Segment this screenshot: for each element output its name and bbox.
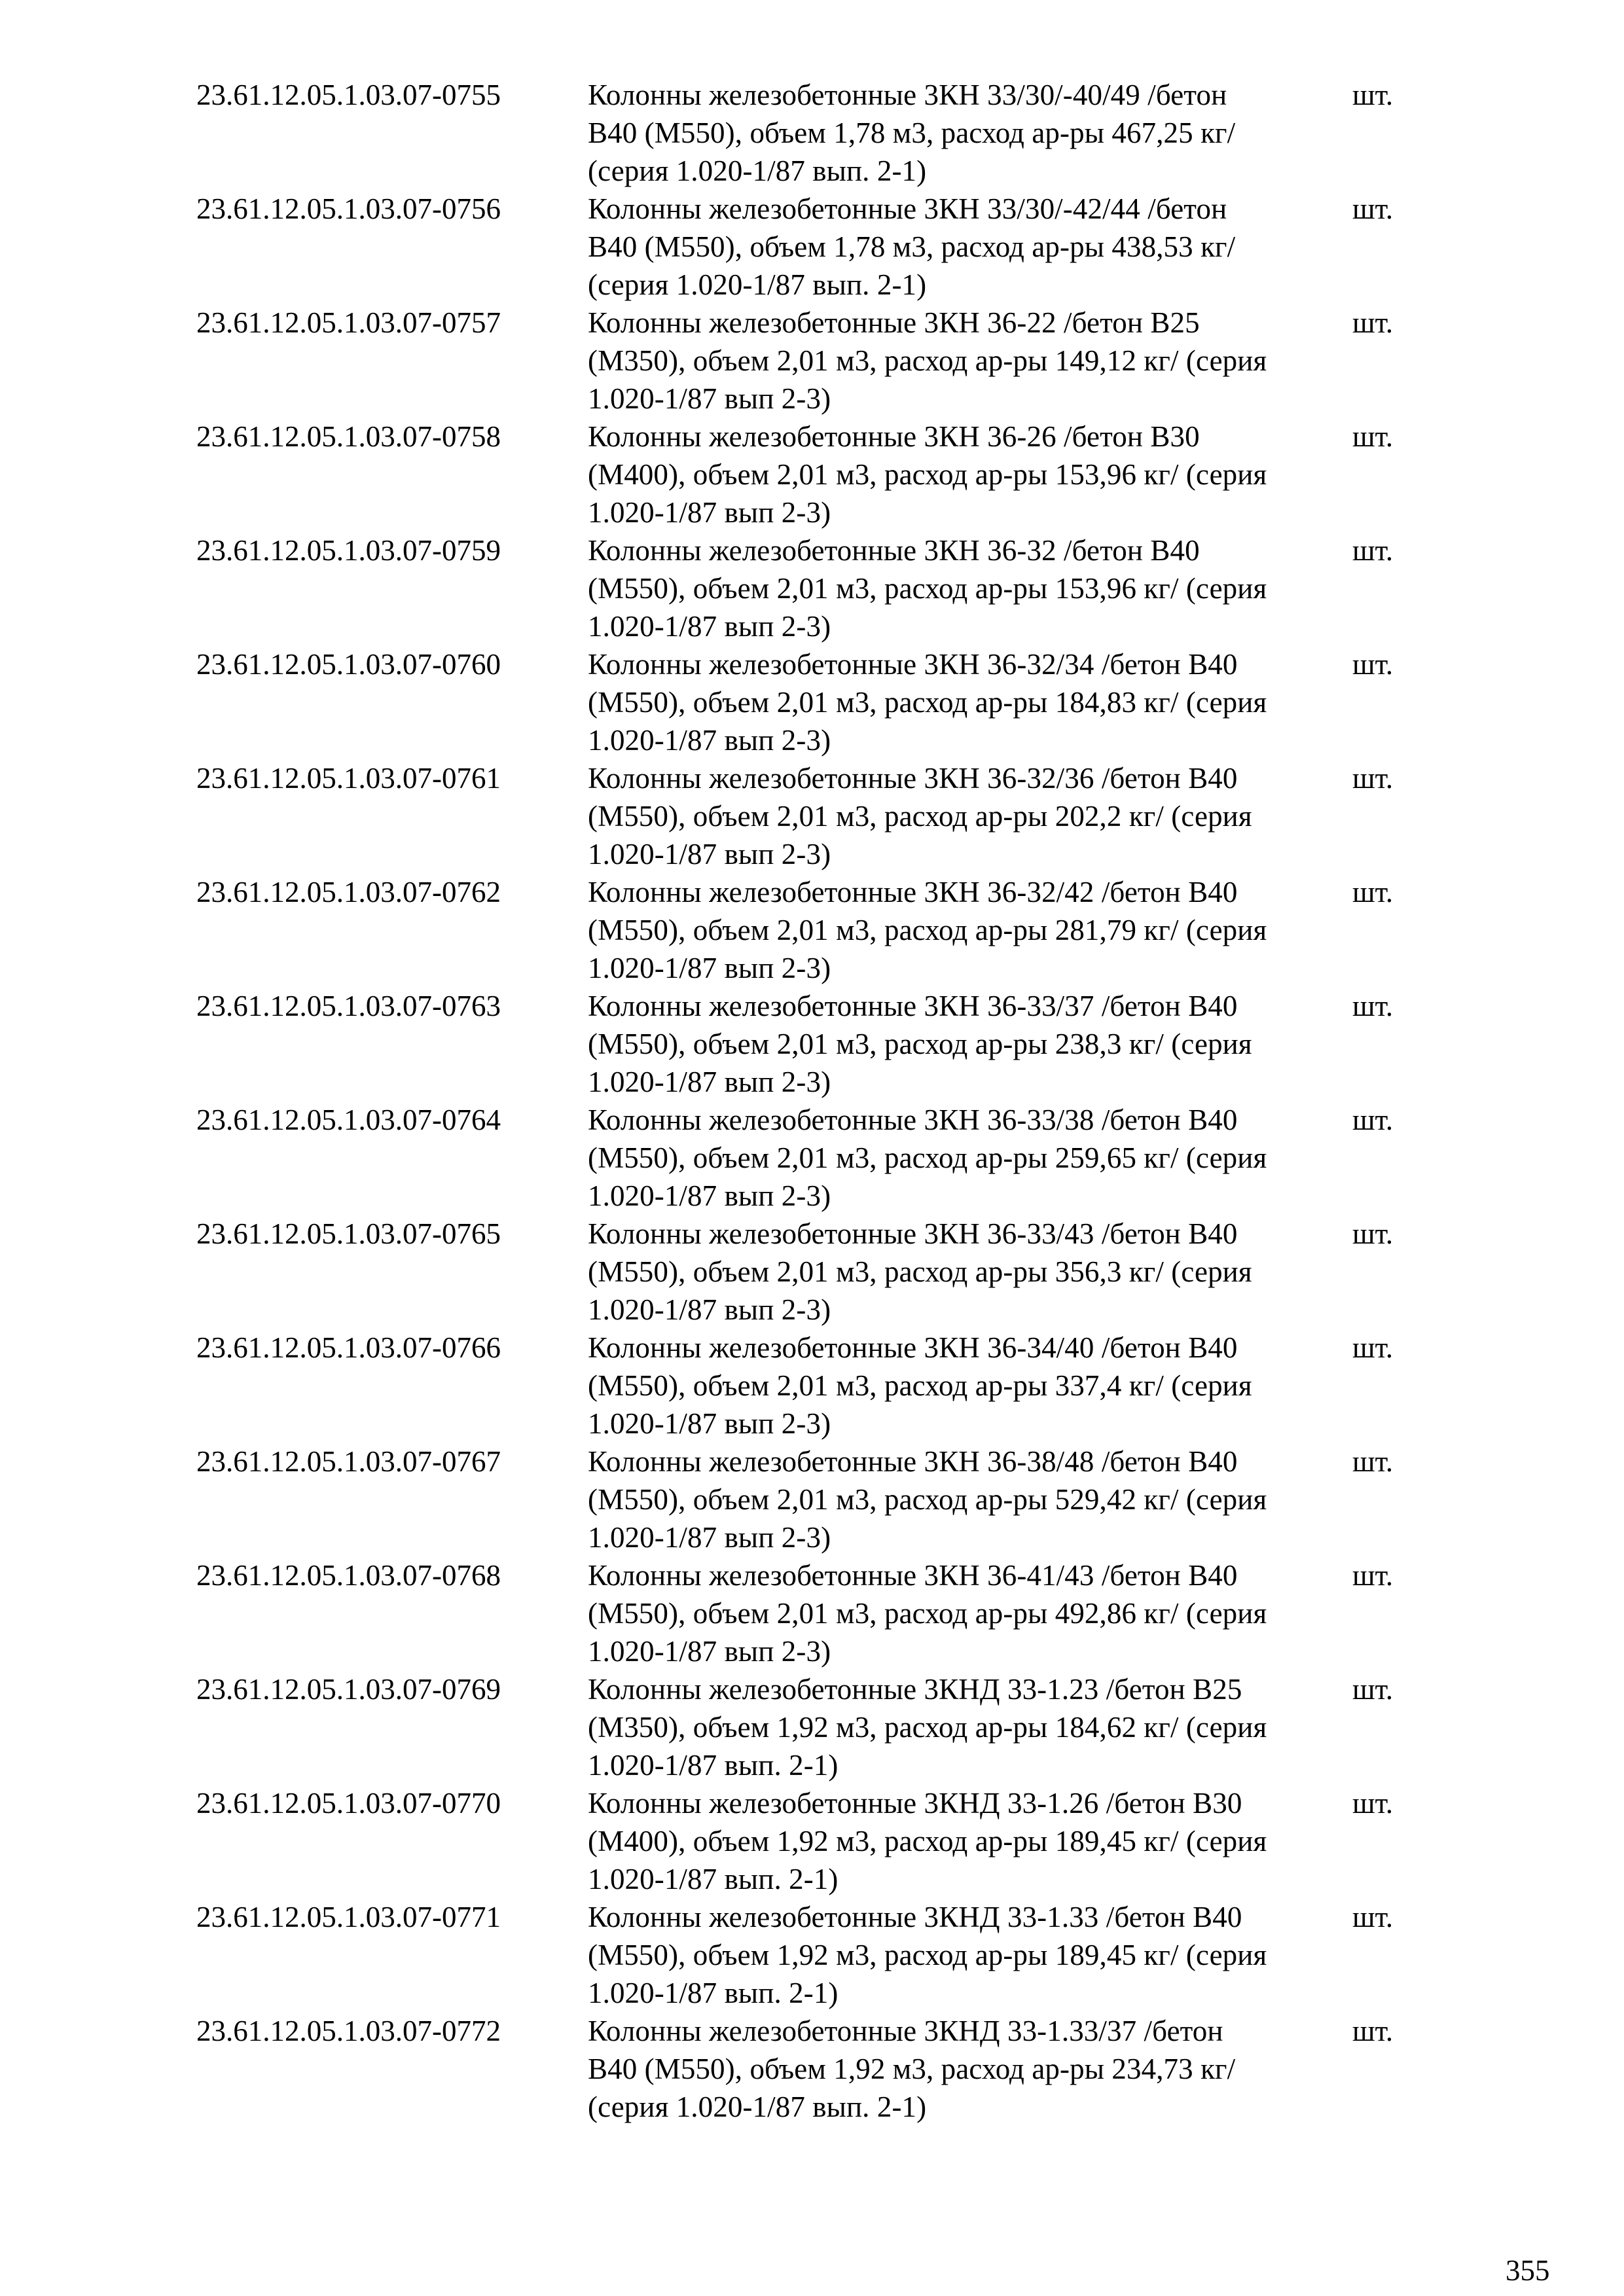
list-item xyxy=(196,1329,1440,1443)
item-description: Колонны железобетонные 3КНД 33-1.33 /бетон В40 (М550), объем 1,92 м3, расход ар-ры 189,45 кг/ (серия 1.020-1/87 вып. 2-1) xyxy=(588,1901,1267,2009)
item-description: Колонны железобетонные 3КН 36-32 /бетон В40 (М550), объем 2,01 м3, расход ар-ры 153,96 кг/ (серия 1.020-1/87 вып 2-3) xyxy=(588,534,1267,643)
item-description: Колонны железобетонные 3КН 36-22 /бетон В25 (М350), объем 2,01 м3, расход ар-ры 149,12 кг/ (серия 1.020-1/87 вып 2-3) xyxy=(588,306,1267,415)
item-code: 23.61.12.05.1.03.07-0765 xyxy=(196,1217,501,1250)
item-code: 23.61.12.05.1.03.07-0770 xyxy=(196,1787,501,1820)
list-item xyxy=(196,2012,1440,2126)
item-unit: шт. xyxy=(1352,1445,1394,1478)
list-item xyxy=(196,1784,1440,1898)
item-unit: шт. xyxy=(1352,1901,1394,1933)
item-description: Колонны железобетонные 3КНД 33-1.33/37 /бетон В40 (М550), объем 1,92 м3, расход ар-ры 234,73 кг/ (серия 1.020-1/87 вып. 2-1) xyxy=(588,2015,1236,2123)
item-unit: шт. xyxy=(1352,420,1394,453)
item-unit: шт. xyxy=(1352,1787,1394,1820)
item-unit: шт. xyxy=(1352,192,1394,225)
item-code: 23.61.12.05.1.03.07-0767 xyxy=(196,1445,501,1478)
item-unit: шт. xyxy=(1352,1217,1394,1250)
item-code: 23.61.12.05.1.03.07-0759 xyxy=(196,534,501,567)
item-code: 23.61.12.05.1.03.07-0766 xyxy=(196,1331,501,1364)
item-description: Колонны железобетонные 3КНД 33-1.23 /бетон В25 (М350), объем 1,92 м3, расход ар-ры 184,62 кг/ (серия 1.020-1/87 вып. 2-1) xyxy=(588,1673,1267,1782)
item-description: Колонны железобетонные 3КН 36-32/42 /бетон В40 (М550), объем 2,01 м3, расход ар-ры 281,79 кг/ (серия 1.020-1/87 вып 2-3) xyxy=(588,876,1267,984)
item-unit: шт. xyxy=(1352,1559,1394,1592)
list-item xyxy=(196,1101,1440,1215)
list-item xyxy=(196,1670,1440,1784)
item-unit: шт. xyxy=(1352,990,1394,1022)
page-number: 355 xyxy=(1506,2254,1550,2287)
item-description: Колонны железобетонные 3КН 36-32/34 /бетон В40 (М550), объем 2,01 м3, расход ар-ры 184,83 кг/ (серия 1.020-1/87 вып 2-3) xyxy=(588,648,1267,757)
price-list-entries xyxy=(196,76,1440,2126)
item-code: 23.61.12.05.1.03.07-0755 xyxy=(196,79,501,111)
item-code: 23.61.12.05.1.03.07-0764 xyxy=(196,1103,501,1136)
item-unit: шт. xyxy=(1352,79,1394,111)
item-code: 23.61.12.05.1.03.07-0771 xyxy=(196,1901,501,1933)
item-description: Колонны железобетонные 3КН 36-33/37 /бетон В40 (М550), объем 2,01 м3, расход ар-ры 238,3 кг/ (серия 1.020-1/87 вып 2-3) xyxy=(588,990,1252,1098)
item-code: 23.61.12.05.1.03.07-0769 xyxy=(196,1673,501,1706)
item-description: Колонны железобетонные 3КН 33/30/-40/49 /бетон В40 (М550), объем 1,78 м3, расход ар-ры 467,25 кг/ (серия 1.020-1/87 вып. 2-1) xyxy=(588,79,1236,187)
list-item xyxy=(196,76,1440,190)
item-description: Колонны железобетонные 3КН 36-26 /бетон В30 (М400), объем 2,01 м3, расход ар-ры 153,96 кг/ (серия 1.020-1/87 вып 2-3) xyxy=(588,420,1267,529)
list-item xyxy=(196,645,1440,759)
item-unit: шт. xyxy=(1352,648,1394,681)
item-unit: шт. xyxy=(1352,306,1394,339)
item-description: Колонны железобетонные 3КН 33/30/-42/44 /бетон В40 (М550), объем 1,78 м3, расход ар-ры 438,53 кг/ (серия 1.020-1/87 вып. 2-1) xyxy=(588,192,1236,301)
item-unit: шт. xyxy=(1352,876,1394,908)
item-description: Колонны железобетонные 3КНД 33-1.26 /бетон В30 (М400), объем 1,92 м3, расход ар-ры 189,45 кг/ (серия 1.020-1/87 вып. 2-1) xyxy=(588,1787,1267,1895)
item-unit: шт. xyxy=(1352,1673,1394,1706)
item-code: 23.61.12.05.1.03.07-0756 xyxy=(196,192,501,225)
item-code: 23.61.12.05.1.03.07-0762 xyxy=(196,876,501,908)
item-unit: шт. xyxy=(1352,1331,1394,1364)
list-item xyxy=(196,1443,1440,1556)
item-description: Колонны железобетонные 3КН 36-34/40 /бетон В40 (М550), объем 2,01 м3, расход ар-ры 337,4 кг/ (серия 1.020-1/87 вып 2-3) xyxy=(588,1331,1252,1440)
list-item xyxy=(196,873,1440,987)
item-code: 23.61.12.05.1.03.07-0757 xyxy=(196,306,501,339)
item-code: 23.61.12.05.1.03.07-0760 xyxy=(196,648,501,681)
item-code: 23.61.12.05.1.03.07-0772 xyxy=(196,2015,501,2047)
list-item xyxy=(196,1898,1440,2012)
list-item xyxy=(196,987,1440,1101)
list-item xyxy=(196,759,1440,873)
list-item xyxy=(196,304,1440,418)
item-unit: шт. xyxy=(1352,762,1394,795)
item-description: Колонны железобетонные 3КН 36-41/43 /бетон В40 (М550), объем 2,01 м3, расход ар-ры 492,86 кг/ (серия 1.020-1/87 вып 2-3) xyxy=(588,1559,1267,1668)
item-unit: шт. xyxy=(1352,2015,1394,2047)
item-code: 23.61.12.05.1.03.07-0761 xyxy=(196,762,501,795)
item-unit: шт. xyxy=(1352,1103,1394,1136)
list-item xyxy=(196,1215,1440,1329)
list-item xyxy=(196,531,1440,645)
list-item xyxy=(196,190,1440,304)
item-code: 23.61.12.05.1.03.07-0768 xyxy=(196,1559,501,1592)
item-description: Колонны железобетонные 3КН 36-38/48 /бетон В40 (М550), объем 2,01 м3, расход ар-ры 529,42 кг/ (серия 1.020-1/87 вып 2-3) xyxy=(588,1445,1267,1554)
list-item xyxy=(196,1556,1440,1670)
item-description: Колонны железобетонные 3КН 36-32/36 /бетон В40 (М550), объем 2,01 м3, расход ар-ры 202,2 кг/ (серия 1.020-1/87 вып 2-3) xyxy=(588,762,1252,870)
item-unit: шт. xyxy=(1352,534,1394,567)
item-description: Колонны железобетонные 3КН 36-33/43 /бетон В40 (М550), объем 2,01 м3, расход ар-ры 356,3 кг/ (серия 1.020-1/87 вып 2-3) xyxy=(588,1217,1252,1326)
list-item xyxy=(196,418,1440,531)
item-description: Колонны железобетонные 3КН 36-33/38 /бетон В40 (М550), объем 2,01 м3, расход ар-ры 259,65 кг/ (серия 1.020-1/87 вып 2-3) xyxy=(588,1103,1267,1212)
item-code: 23.61.12.05.1.03.07-0763 xyxy=(196,990,501,1022)
item-code: 23.61.12.05.1.03.07-0758 xyxy=(196,420,501,453)
